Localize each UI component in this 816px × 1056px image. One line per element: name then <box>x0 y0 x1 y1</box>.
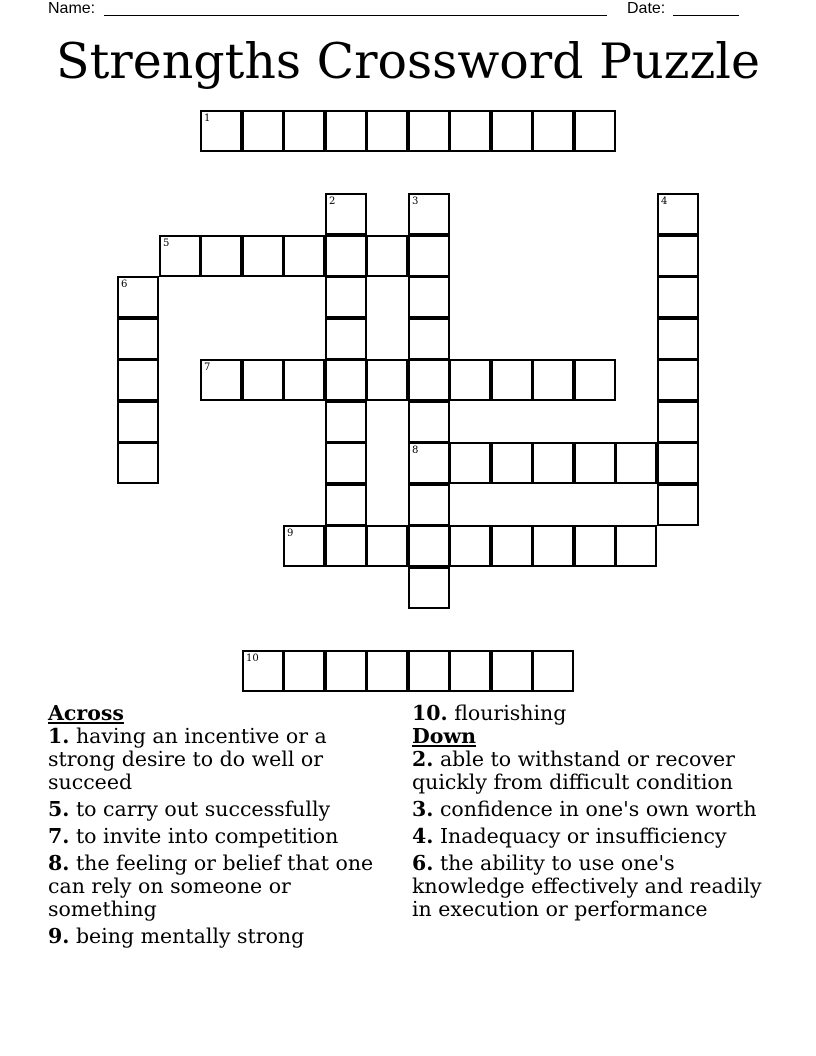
grid-cell[interactable] <box>408 525 450 567</box>
grid-cell[interactable] <box>366 359 408 401</box>
grid-cell[interactable] <box>408 442 450 484</box>
clue-number: 8 <box>412 445 419 456</box>
across-heading: Across <box>48 701 124 725</box>
grid-cell[interactable] <box>325 110 367 152</box>
grid-cell[interactable] <box>657 359 699 401</box>
grid-cell[interactable] <box>242 235 284 277</box>
clues-right-column <box>412 702 782 925</box>
grid-cell[interactable] <box>200 235 242 277</box>
grid-cell[interactable] <box>325 401 367 443</box>
clue-number: 9 <box>287 528 294 539</box>
clue-number: 1 <box>204 113 211 124</box>
grid-cell[interactable] <box>491 650 533 692</box>
grid-cell[interactable] <box>242 359 284 401</box>
grid-cell[interactable] <box>242 110 284 152</box>
grid-cell[interactable] <box>408 318 450 360</box>
grid-cell[interactable] <box>408 401 450 443</box>
grid-cell[interactable] <box>574 359 616 401</box>
grid-cell[interactable] <box>200 359 242 401</box>
grid-cell[interactable] <box>449 359 491 401</box>
grid-cell[interactable] <box>408 567 450 609</box>
clues-left-column <box>48 702 388 952</box>
clue-number: 5 <box>163 238 170 249</box>
clue-number: 2 <box>329 196 336 207</box>
grid-cell[interactable] <box>325 650 367 692</box>
down-clue-4: 4. Inadequacy or insufficiency <box>412 824 727 848</box>
grid-cell[interactable] <box>117 276 159 318</box>
name-label: Name: <box>48 0 96 17</box>
grid-cell[interactable] <box>574 442 616 484</box>
grid-cell[interactable] <box>117 318 159 360</box>
grid-cell[interactable] <box>532 359 574 401</box>
down-clue-3: 3. confidence in one's own worth <box>412 797 757 821</box>
grid-cell[interactable] <box>117 442 159 484</box>
clue-number: 7 <box>204 362 211 373</box>
grid-cell[interactable] <box>200 110 242 152</box>
grid-cell[interactable] <box>325 318 367 360</box>
grid-cell[interactable] <box>117 359 159 401</box>
grid-cell[interactable] <box>366 525 408 567</box>
grid-cell[interactable] <box>657 235 699 277</box>
across-clue-5: 5. to carry out successfully <box>48 797 331 821</box>
grid-cell[interactable] <box>657 276 699 318</box>
grid-cell[interactable] <box>657 318 699 360</box>
page-title: Strengths Crossword Puzzle <box>56 33 760 90</box>
grid-cell[interactable] <box>325 442 367 484</box>
across-clue-10: 10. flourishing <box>412 701 567 725</box>
grid-cell[interactable] <box>325 484 367 526</box>
grid-cell[interactable] <box>532 442 574 484</box>
across-clue-9: 9. being mentally strong <box>48 924 305 948</box>
grid-cell[interactable] <box>449 442 491 484</box>
date-label: Date: <box>627 0 666 17</box>
across-clue-7: 7. to invite into competition <box>48 824 339 848</box>
grid-cell[interactable] <box>574 110 616 152</box>
grid-cell[interactable] <box>657 401 699 443</box>
grid-cell[interactable] <box>159 235 201 277</box>
grid-cell[interactable] <box>657 484 699 526</box>
grid-cell[interactable] <box>449 525 491 567</box>
clue-number: 4 <box>661 196 668 207</box>
grid-cell[interactable] <box>325 193 367 235</box>
grid-cell[interactable] <box>325 235 367 277</box>
across-clue-8: 8. the feeling or belief that one can rely on someone or something <box>48 851 374 921</box>
grid-cell[interactable] <box>325 525 367 567</box>
grid-cell[interactable] <box>615 525 657 567</box>
clue-number: 10 <box>246 653 259 664</box>
grid-cell[interactable] <box>366 110 408 152</box>
grid-cell[interactable] <box>408 235 450 277</box>
grid-cell[interactable] <box>615 442 657 484</box>
grid-cell[interactable] <box>408 650 450 692</box>
down-heading: Down <box>412 724 477 748</box>
grid-cell[interactable] <box>532 110 574 152</box>
grid-cell[interactable] <box>408 276 450 318</box>
grid-cell[interactable] <box>408 193 450 235</box>
grid-cell[interactable] <box>449 650 491 692</box>
grid-cell[interactable] <box>283 650 325 692</box>
grid-cell[interactable] <box>242 650 284 692</box>
grid-cell[interactable] <box>408 110 450 152</box>
grid-cell[interactable] <box>449 110 491 152</box>
grid-cell[interactable] <box>491 110 533 152</box>
grid-cell[interactable] <box>532 525 574 567</box>
grid-cell[interactable] <box>325 276 367 318</box>
grid-cell[interactable] <box>491 442 533 484</box>
grid-cell[interactable] <box>283 359 325 401</box>
grid-cell[interactable] <box>491 359 533 401</box>
grid-cell[interactable] <box>117 401 159 443</box>
grid-cell[interactable] <box>283 525 325 567</box>
grid-cell[interactable] <box>283 110 325 152</box>
clue-number: 6 <box>121 279 128 290</box>
down-clue-6: 6. the ability to use one's knowledge effectively and readily in execution or performance <box>412 851 762 921</box>
grid-cell[interactable] <box>408 359 450 401</box>
across-clue-1: 1. having an incentive or a strong desire to do well or succeed <box>48 724 327 794</box>
grid-cell[interactable] <box>657 193 699 235</box>
grid-cell[interactable] <box>366 235 408 277</box>
down-clue-2: 2. able to withstand or recover quickly from difficult condition <box>412 747 735 794</box>
grid-cell[interactable] <box>574 525 616 567</box>
grid-cell[interactable] <box>408 484 450 526</box>
grid-cell[interactable] <box>366 650 408 692</box>
grid-cell[interactable] <box>325 359 367 401</box>
grid-cell[interactable] <box>657 442 699 484</box>
grid-cell[interactable] <box>283 235 325 277</box>
grid-cell[interactable] <box>491 525 533 567</box>
grid-cell[interactable] <box>532 650 574 692</box>
clue-number: 3 <box>412 196 419 207</box>
